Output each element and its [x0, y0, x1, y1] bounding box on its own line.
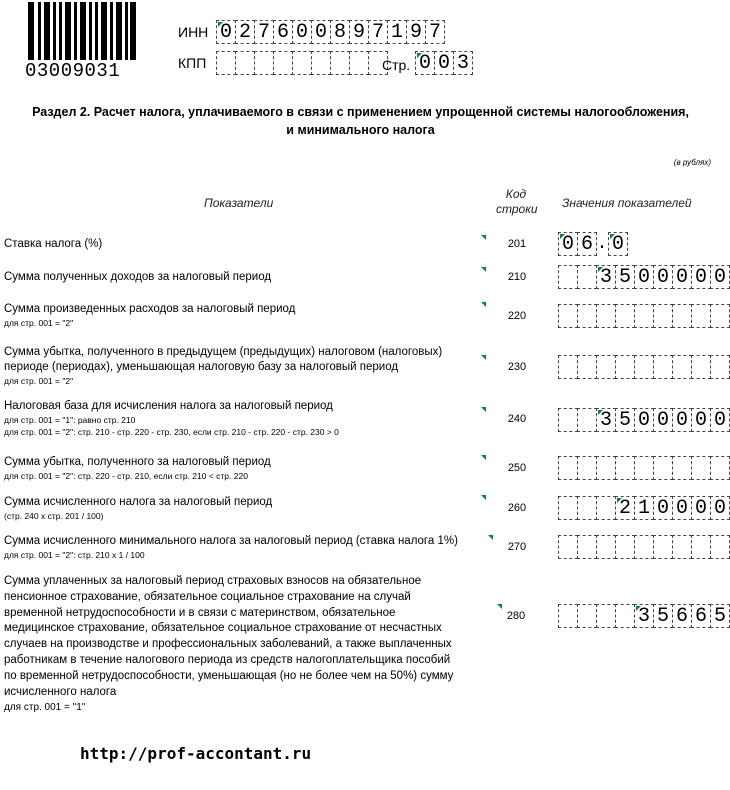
row-marker — [481, 495, 486, 500]
digit-cell: 6 — [273, 20, 293, 44]
digit-cell: 0 — [434, 51, 454, 75]
kpp-field[interactable] — [216, 51, 387, 75]
row-230-label: Сумма убытка, полученного в предыдущем (предыдущих) налоговом (налоговых) периоде (периодах), уменьшающая налоговую базу за налоговый период для стр. 001 = "2" — [4, 346, 443, 386]
digit-cell — [577, 456, 597, 480]
row-240-value[interactable] — [558, 408, 729, 432]
site-link[interactable]: http://prof-accontant.ru — [80, 744, 312, 763]
row-240-code: 240 — [507, 413, 527, 425]
digit-cell: 0 — [672, 265, 692, 289]
digit-cell: 6 — [577, 232, 597, 256]
digit-cell — [254, 51, 274, 75]
row-marker — [488, 535, 493, 540]
digit-cell — [691, 304, 711, 328]
digit-cell — [577, 604, 597, 628]
digit-cell — [558, 456, 578, 480]
row-210-code: 210 — [507, 271, 527, 283]
row-marker — [481, 267, 486, 272]
digit-cell — [653, 456, 673, 480]
digit-cell: 7 — [368, 20, 388, 44]
digit-cell — [311, 51, 331, 75]
digit-cell — [558, 355, 578, 379]
digit-cell — [577, 535, 597, 559]
row-220-label: Сумма произведенных расходов за налоговый период для стр. 001 = "2" — [4, 303, 296, 328]
digit-cell — [292, 51, 312, 75]
row-230-code: 230 — [507, 361, 527, 373]
digit-cell: 0 — [653, 265, 673, 289]
digit-cell — [691, 456, 711, 480]
digit-cell: 0 — [691, 496, 711, 520]
digit-cell — [615, 535, 635, 559]
header-indicators: Показатели — [204, 196, 274, 210]
kpp-label: КПП — [178, 55, 207, 71]
digit-cell — [558, 535, 578, 559]
row-marker — [497, 604, 502, 609]
digit-cell: 1 — [634, 496, 654, 520]
digit-cell: 0 — [415, 51, 435, 75]
digit-cell — [634, 304, 654, 328]
inn-label: ИНН — [178, 24, 209, 40]
digit-cell — [710, 535, 730, 559]
row-marker — [481, 455, 486, 460]
row-marker — [481, 302, 486, 307]
digit-cell: 5 — [653, 604, 673, 628]
digit-cell: 0 — [691, 408, 711, 432]
digit-cell — [558, 304, 578, 328]
digit-cell: 0 — [558, 232, 578, 256]
digit-cell — [596, 355, 616, 379]
digit-cell — [653, 304, 673, 328]
digit-cell: 0 — [311, 20, 331, 44]
digit-cell — [596, 535, 616, 559]
inn-field[interactable] — [216, 20, 444, 44]
digit-cell: 8 — [330, 20, 350, 44]
digit-cell — [577, 496, 597, 520]
units-note: (в рублях) — [673, 158, 711, 167]
digit-cell: 0 — [653, 496, 673, 520]
digit-cell — [577, 355, 597, 379]
digit-cell: 0 — [634, 408, 654, 432]
digit-cell: 0 — [653, 408, 673, 432]
row-210-label: Сумма полученных доходов за налоговый период — [4, 271, 272, 283]
row-marker — [481, 235, 486, 240]
digit-cell — [558, 604, 578, 628]
digit-cell — [634, 456, 654, 480]
digit-cell — [672, 355, 692, 379]
digit-cell — [672, 456, 692, 480]
digit-cell: 5 — [615, 265, 635, 289]
row-220-value[interactable] — [558, 304, 729, 328]
row-270-value[interactable] — [558, 535, 729, 559]
digit-cell: 0 — [710, 496, 730, 520]
digit-cell: 3 — [596, 265, 616, 289]
digit-cell — [615, 355, 635, 379]
digit-cell — [634, 355, 654, 379]
page-number-field[interactable] — [415, 51, 472, 75]
digit-cell — [653, 535, 673, 559]
digit-cell — [577, 304, 597, 328]
digit-cell: 2 — [615, 496, 635, 520]
digit-cell: 0 — [292, 20, 312, 44]
digit-cell: 3 — [634, 604, 654, 628]
decimal-point: . — [596, 234, 608, 254]
digit-cell — [577, 408, 597, 432]
digit-cell — [672, 535, 692, 559]
row-230-value[interactable] — [558, 355, 729, 379]
digit-cell: 7 — [254, 20, 274, 44]
digit-cell: 0 — [216, 20, 236, 44]
barcode-number: 03009031 — [25, 60, 121, 82]
digit-cell — [330, 51, 350, 75]
digit-cell — [577, 265, 597, 289]
digit-cell: 2 — [235, 20, 255, 44]
digit-cell — [634, 535, 654, 559]
row-280-code: 280 — [506, 610, 526, 622]
row-260-value[interactable] — [558, 496, 729, 520]
digit-cell — [710, 456, 730, 480]
row-220-code: 220 — [507, 310, 527, 322]
digit-cell: 5 — [615, 408, 635, 432]
digit-cell — [615, 456, 635, 480]
rate-field[interactable] — [558, 232, 627, 256]
row-280-label: Сумма уплаченных за налоговый период страховых взносов на обязательное пенсионное страхование, обязательное социальное страхование на случай временной нетрудоспособности и в связи с материнством, обязательное медицинское страхование, обязательное социальное страхование от несчастных случаев на производстве и профессиональных заболеваний, а также выплаченных работникам в течение налогового периода из средств налогоплательщика пособий по временной нетрудоспособности, уменьшающая (но не более чем на 50%) сумму исчисленного налога для стр. 001 = "1" — [4, 575, 454, 714]
digit-cell — [710, 355, 730, 379]
digit-cell: 0 — [672, 496, 692, 520]
digit-cell — [558, 496, 578, 520]
header-code: Код строки — [496, 187, 538, 216]
row-260-code: 260 — [507, 502, 527, 514]
digit-cell — [653, 355, 673, 379]
digit-cell — [691, 535, 711, 559]
row-250-label: Сумма убытка, полученного за налоговый период для стр. 001 = "2": стр. 220 - стр. 210, если стр. 210 < стр. 220 — [4, 456, 271, 481]
digit-cell: 9 — [406, 20, 426, 44]
digit-cell — [596, 456, 616, 480]
digit-cell: 6 — [691, 604, 711, 628]
row-210-value[interactable] — [558, 265, 729, 289]
digit-cell — [216, 51, 236, 75]
digit-cell: 0 — [672, 408, 692, 432]
row-240-label: Налоговая база для исчисления налога за налоговый период для стр. 001 = "1": равно стр. 210 для стр. 001 = "2": стр. 210 - стр. 220 - стр. 230, если стр. 210 - стр. 220 - стр. 230 > 0 — [4, 400, 339, 437]
digit-cell: 0 — [608, 232, 628, 256]
digit-cell: 0 — [710, 408, 730, 432]
barcode — [28, 2, 136, 60]
digit-cell: 9 — [349, 20, 369, 44]
digit-cell: 3 — [453, 51, 473, 75]
row-marker — [481, 407, 486, 412]
digit-cell: 0 — [634, 265, 654, 289]
digit-cell — [558, 408, 578, 432]
digit-cell: 1 — [387, 20, 407, 44]
row-marker — [481, 355, 486, 360]
digit-cell: 0 — [691, 265, 711, 289]
digit-cell — [672, 304, 692, 328]
digit-cell: 7 — [425, 20, 445, 44]
row-280-value[interactable] — [558, 604, 729, 628]
digit-cell — [615, 604, 635, 628]
page-label: Стр. — [382, 57, 411, 73]
digit-cell: 3 — [596, 408, 616, 432]
row-270-label: Сумма исчисленного минимального налога за налоговый период (ставка налога 1%) для стр. 001 = "2": стр. 210 х 1 / 100 — [4, 535, 458, 560]
row-201-code: 201 — [507, 238, 527, 250]
row-250-value[interactable] — [558, 456, 729, 480]
digit-cell — [558, 265, 578, 289]
digit-cell: 6 — [672, 604, 692, 628]
digit-cell — [235, 51, 255, 75]
digit-cell — [349, 51, 369, 75]
row-250-code: 250 — [507, 462, 527, 474]
digit-cell — [273, 51, 293, 75]
row-260-label: Сумма исчисленного налога за налоговый период (стр. 240 х стр. 201 / 100) — [4, 496, 273, 521]
row-201-label: Ставка налога (%) — [4, 238, 103, 250]
digit-cell — [596, 304, 616, 328]
digit-cell — [596, 604, 616, 628]
digit-cell: 5 — [710, 604, 730, 628]
digit-cell — [615, 304, 635, 328]
digit-cell — [596, 496, 616, 520]
row-270-code: 270 — [507, 541, 527, 553]
header-values: Значения показателей — [562, 196, 692, 210]
digit-cell — [710, 304, 730, 328]
section-title: Раздел 2. Расчет налога, уплачиваемого в связи с применением упрощенной системы налогообложения, и минимального налога — [32, 105, 689, 137]
digit-cell: 0 — [710, 265, 730, 289]
digit-cell — [691, 355, 711, 379]
